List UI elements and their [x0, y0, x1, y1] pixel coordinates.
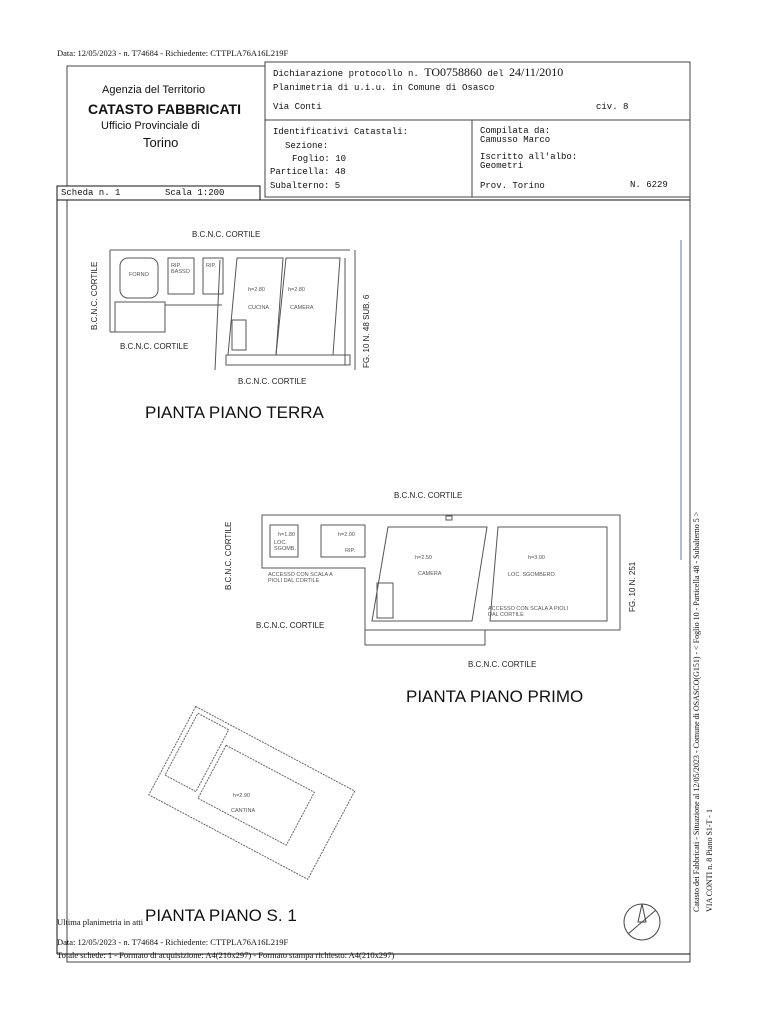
room-height: h=1.80: [278, 532, 295, 538]
footer-totals: Totale schede: 1 - Formato di acquisizione: A4(210x297) - Formato stampa richiesto: A4(210x297): [57, 950, 395, 960]
room-height: h=2.80: [288, 287, 305, 293]
ident-title: Identificativi Catastali:: [273, 127, 409, 137]
scheda: Scheda n. 1: [61, 188, 121, 198]
north-arrow-icon: [624, 904, 660, 940]
room-height: h=2.90: [233, 793, 250, 799]
scala: Scala 1:200: [165, 188, 225, 198]
room-loc-sgomb: LOC. SGOMB.: [274, 540, 297, 552]
footer-stamp: Data: 12/05/2023 - n. T74684 - Richiedente: CTTPLA76A16L219F: [57, 937, 289, 947]
room-camera: CAMERA: [418, 571, 442, 577]
room-height: h=3.00: [528, 555, 545, 561]
catasto-title: CATASTO FABBRICATI: [88, 101, 241, 117]
label-cortile-bottom: B.C.N.C. CORTILE: [238, 377, 307, 386]
access-note: ACCESSO CON SCALA A PIOLI DAL CORTILE: [268, 572, 333, 584]
registration-number: N. 6229: [630, 180, 668, 190]
room-cucina: CUCINA: [248, 305, 270, 311]
side-info-line1: Catasto dei Fabbricati - Situazione al 12/05/2023 - Comune di OSASCO(G151) - < Foglio 10 - Particella 48 - Subalterno 5 >: [692, 511, 701, 912]
last-planimetry-note: Ultima planimetria in atti: [57, 917, 144, 927]
label-cortile-bottom-left: B.C.N.C. CORTILE: [256, 621, 325, 630]
label-cortile-left: B.C.N.C. CORTILE: [224, 521, 233, 590]
compiled-by-label: Compilata da:: [480, 126, 551, 136]
plan-piano-terra: [110, 250, 355, 370]
room-forno: FORNO: [129, 272, 149, 278]
registered: Geometri: [480, 161, 524, 171]
foglio: Foglio: 10: [292, 154, 347, 164]
access-note: ACCESSO CON SCALA A PIOLI DAL CORTILE: [488, 606, 569, 618]
label-cortile-left: B.C.N.C. CORTILE: [90, 261, 99, 330]
label-cortile-top: B.C.N.C. CORTILE: [394, 491, 463, 500]
label-fg-sub6: FG. 10 N. 48 SUB. 6: [362, 294, 371, 368]
plan-title-s1: PIANTA PIANO S. 1: [145, 906, 297, 925]
room-height: h=2.00: [338, 532, 355, 538]
civic-number: civ. 8: [596, 102, 629, 112]
office-city: Torino: [143, 135, 179, 150]
particella: Particella: 48: [270, 167, 346, 177]
room-rip: RIP.: [345, 548, 355, 554]
declaration-date: 24/11/2010: [509, 65, 564, 79]
office-label: Ufficio Provinciale di: [101, 120, 200, 132]
protocol-number: TO0758860: [424, 65, 483, 79]
top-stamp: Data: 12/05/2023 - n. T74684 - Richiedente: CTTPLA76A16L219F: [57, 48, 289, 58]
sezione: Sezione:: [285, 141, 329, 151]
province: Prov. Torino: [480, 181, 545, 191]
room-height: h=2.50: [415, 555, 432, 561]
plan-piano-s1: [149, 707, 355, 880]
label-cortile-bottom: B.C.N.C. CORTILE: [468, 660, 537, 669]
room-height: h=2.80: [248, 287, 265, 293]
side-info-line2: VIA CONTI n. 8 Piano S1-T - 1: [705, 809, 714, 912]
plan-title-terra: PIANTA PIANO TERRA: [145, 403, 324, 422]
street: Via Conti: [273, 102, 322, 112]
room-loc-sgombero: LOC. SGOMBERO: [508, 572, 555, 578]
registered-label: Iscritto all'albo:: [480, 152, 578, 162]
room-camera: CAMERA: [290, 305, 314, 311]
label-cortile-top: B.C.N.C. CORTILE: [192, 230, 261, 239]
date-prefix: del: [487, 69, 504, 79]
planimetry-line: Planimetria di u.i.u. in Comune di Osasco: [273, 83, 495, 93]
room-cantina: CANTINA: [231, 808, 256, 814]
room-rip-basso: RIP. BASSO: [171, 263, 190, 275]
compiled-by: Camusso Marco: [480, 135, 551, 145]
agency-name: Agenzia del Territorio: [102, 84, 206, 96]
label-fg-251: FG. 10 N. 251: [628, 561, 637, 612]
plan-title-primo: PIANTA PIANO PRIMO: [406, 687, 584, 706]
room-rip: RIP.: [206, 263, 216, 269]
declaration-label: Dichiarazione protocollo n.: [273, 69, 419, 79]
label-cortile-bottom-left: B.C.N.C. CORTILE: [120, 342, 189, 351]
subalterno: Subalterno: 5: [270, 181, 341, 191]
